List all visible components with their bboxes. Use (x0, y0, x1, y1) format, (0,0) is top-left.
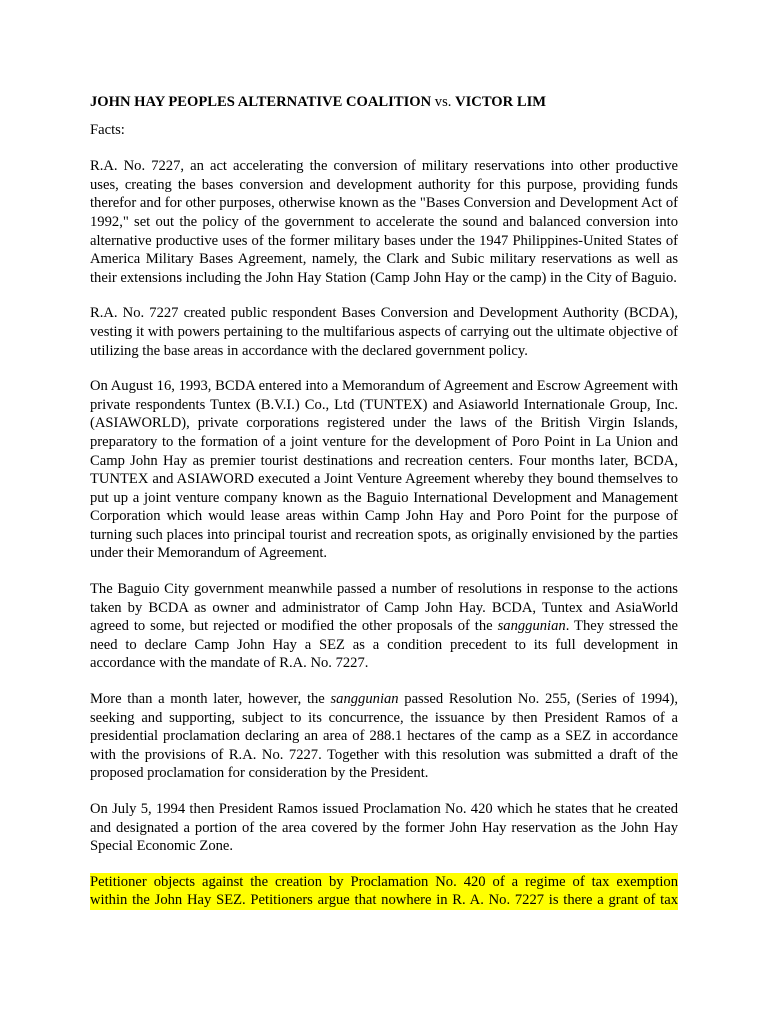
paragraph-bcda-creation: R.A. No. 7227 created public respondent Bases Conversion and Development Authority (BCDA), vesting it with powers pertaining to the multifarious aspects of carrying out the ultimate objective of utilizing the base areas in accordance with the declared government policy. (90, 305, 678, 359)
paragraph-resolution-255 (90, 690, 678, 783)
paragraph-resolution-text-1: More than a month later, however, the (90, 691, 331, 708)
document-page (90, 93, 678, 910)
case-title-petitioner: JOHN HAY PEOPLES ALTERNATIVE COALITION (90, 94, 432, 110)
sanggunian-term: sanggunian (497, 618, 566, 635)
paragraph-baguio-resolutions (90, 580, 678, 673)
paragraph-proclamation-420: On July 5, 1994 then President Ramos issued Proclamation No. 420 which he states that he created and designated a portion of the area covered by the former John Hay reservation as the John Hay Special Economic Zone. (90, 801, 678, 855)
case-title-respondent: VICTOR LIM (455, 94, 547, 110)
paragraph-baguio-text-1: The Baguio City government meanwhile passed a number of resolutions in response to the actions taken by BCDA as owner and administrator of Camp John Hay. BCDA, Tuntex and AsiaWorld agreed to some, but rejected or modified the other proposals of the (90, 581, 678, 635)
paragraph-resolution-text-2: passed Resolution No. 255, (Series of 1994), seeking and supporting, subject to its concurrence, the issuance by then President Ramos of a presidential proclamation declaring an area of 288.1 hectares of the camp as a SEZ in accordance with the provisions of R.A. No. 7227. Together with this resolution was submitted a draft of the proposed proclamation for consideration by the President. (90, 691, 678, 782)
highlighted-text-2: within the John Hay SEZ. Petitioners argue that nowhere in R. A. No. 7227 is there a grant of tax (90, 892, 678, 909)
sanggunian-term: sanggunian (330, 691, 399, 708)
case-title (90, 93, 678, 112)
highlighted-line-2 (90, 891, 678, 910)
paragraph-baguio-text-2: . They stressed the need to declare Camp John Hay a SEZ as a condition precedent to its full development in accordance with the mandate of R.A. No. 7227. (90, 618, 678, 672)
case-title-versus: vs. (431, 94, 456, 110)
paragraph-ra-7227: R.A. No. 7227, an act accelerating the conversion of military reservations into other productive uses, creating the bases conversion and development authority for this purpose, providing funds therefor and for other purposes, otherwise known as the "Bases Conversion and Development Act of 1992," set out the policy of the government to accelerate the sound and balanced conversion into alternative productive uses of the former military bases under the 1947 Philippines-United States of America Military Bases Agreement, namely, the Clark and Subic military reservations as well as their extensions including the John Hay Station (Camp John Hay or the camp) in the City of Baguio. (90, 158, 678, 286)
highlighted-line-1 (90, 873, 678, 892)
facts-label: Facts: (90, 121, 125, 138)
paragraph-memorandum-agreement: On August 16, 1993, BCDA entered into a Memorandum of Agreement and Escrow Agreement with private respondents Tuntex (B.V.I.) Co., Ltd (TUNTEX) and Asiaworld Internationale Group, Inc. (ASIAWORLD), private corporations registered under the laws of the British Virgin Islands, preparatory to the formation of a joint venture for the development of Poro Point in La Union and Camp John Hay as premier tourist destinations and recreation centers. Four months later, BCDA, TUNTEX and ASIAWORD executed a Joint Venture Agreement whereby they bound themselves to put up a joint venture company known as the Baguio International Development and Management Corporation which would lease areas within Camp John Hay and Poro Point for the purpose of turning such places into principal tourist and recreation spots, as originally envisioned by the parties under their Memorandum of Agreement. (90, 378, 678, 562)
highlighted-text-1: Petitioner objects against the creation by Proclamation No. 420 of a regime of tax exemption (90, 873, 678, 890)
